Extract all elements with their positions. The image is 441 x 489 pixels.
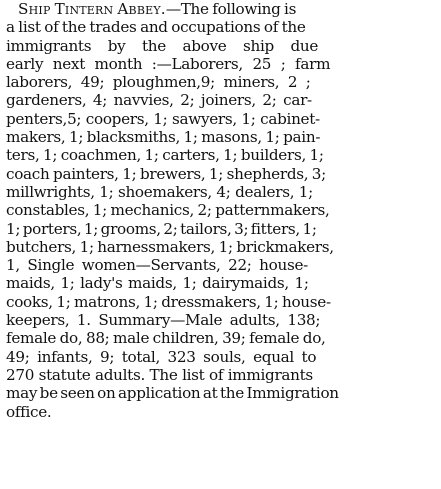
article-line-8: makers, 1; blacksmiths, 1; masons, 1; pain- [6,128,321,147]
news-article [6,0,439,421]
article-line-9: ters, 1; coachmen, 1; carters, 1; builders, 1; [6,146,324,165]
article-line-16: maids, 1; lady's maids, 1; dairymaids, 1; [6,274,309,293]
article-line-4: early next month :—Laborers, 25 ; farm [6,54,331,73]
article-line-13: 1; porters, 1; grooms, 2; tailors, 3; fitters, 1; [6,219,317,238]
article-line-14: butchers, 1; harnessmakers, 1; brickmakers, [6,237,334,256]
article-line-2: a list of the trades and occupations of the [6,18,306,37]
article-line-3: immigrants by the above ship due [6,36,319,55]
article-line-21: 270 statute adults. The list of immigrants [6,365,313,384]
article-line-18: keepers, 1. Summary—Male adults, 138; [6,311,321,330]
article-line-1 [6,0,439,18]
article-line-1-text: —The following is [165,0,297,18]
article-line-11: millwrights, 1; shoemakers, 4; dealers, 1; [6,182,313,201]
article-line-7: penters,5; coopers, 1; sawyers, 1; cabinet- [6,109,320,128]
article-line-22: may be seen on application at the Immigration [6,384,339,403]
article-line-10: coach painters, 1; brewers, 1; shepherds, 3; [6,164,326,183]
article-line-19: female do, 88; male children, 39; female do, [6,329,326,348]
article-line-23: office. [6,402,52,421]
article-line-6: gardeners, 4; navvies, 2; joiners, 2; car- [6,91,312,110]
article-line-5: laborers, 49; ploughmen,9; miners, 2 ; [6,73,311,92]
article-line-20: 49; infants, 9; total, 323 souls, equal to [6,347,317,366]
article-line-15: 1, Single women—Servants, 22; house- [6,256,308,275]
article-headline: Ship Tintern Abbey. [18,0,166,18]
article-line-17: cooks, 1; matrons, 1; dressmakers, 1; house- [6,292,331,311]
article-line-12: constables, 1; mechanics, 2; patternmakers, [6,201,330,220]
